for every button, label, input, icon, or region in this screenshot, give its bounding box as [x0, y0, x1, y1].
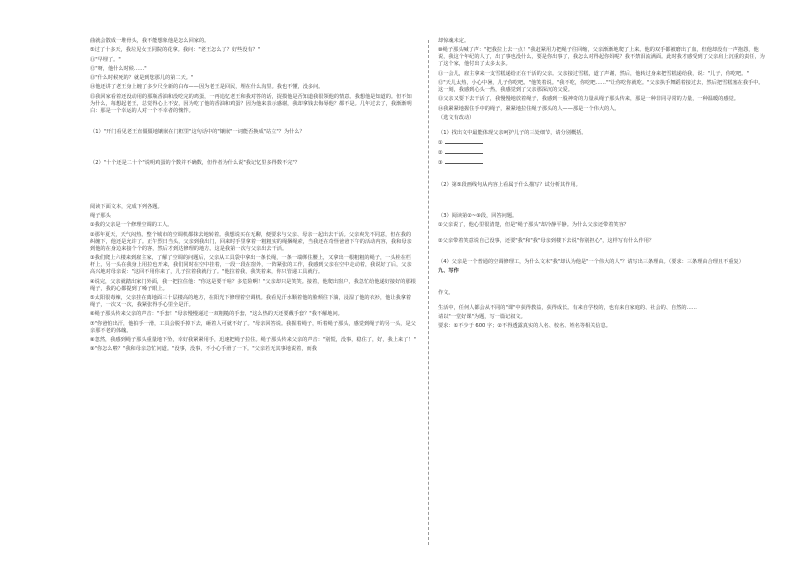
essay-task: 请以"一堂好课"为题，写一篇记叙文。 [438, 314, 526, 321]
paragraph: ⑧忽然，我感到绳子那头重量地下坠，幸好我紧紧用手，迅速把绳子拉住。绳子那头传来父亲的声音："别慌，没事，稳住了，好，我上来了！" [90, 336, 416, 343]
paragraph: ⑫"天儿太热，小心中暑，儿子你吃吧。"他笑着说。"我不吃，你吃吧……""让你吃你就吃。"父亲执手舞蹈着接过去，然后把雪糕塞在我手中。这一刻，我感到心头一热，我感觉到了父亲那深沉的父爱。 [438, 80, 764, 94]
answer-line: ① [438, 140, 766, 147]
paragraph: ⑦"你爸怕出汗，他拍手一滑，工具会脱手掉下去，砸着人可就不好了。"母亲回答说。我握着绳子，听着绳子那头，感觉到绳子的另一头，是父亲那不老的体魄。 [90, 320, 416, 334]
paragraph: ⑥绳子那头传来父亲的声音："手套！"母亲慢慢递过一双粗糙的手套，"这么热的天还要戴手套？"我不解地问。 [90, 311, 343, 318]
paragraph: ⑤太阳很毒辣，父亲挂在离地面三十层楼高的地方，在阳光下修理着空调机。我看见汗水顺着他的脸颊往下淌，浸湿了他的衣衫，他让我拿着绳子，一次又一次，我紧张得手心里全是汗。 [90, 294, 412, 308]
paragraph: ⑩绳子那头喊了声："把我拉上去一点！"我赶紧用力把绳子往回缩，父亲渐渐地爬了上来。他的双手都被磨出了血，但他却没有一声抱怨，他说，我这个年纪的人了，出了事也没什么，要是你出事了，我怎么对得起你妈呢？我不禁泪流满面。此时我才感受到了父亲肩上沉重的责任，为了这个家，他付出了太多太多。 [438, 47, 765, 68]
story-title: 绳子那头 [90, 213, 111, 219]
question: （1）"开门看见老王直僵僵地镶嵌在门框里"这句话中的"镶嵌"一词能否换成"站立"？为什么？ [90, 129, 305, 136]
answer-blank[interactable] [445, 163, 483, 164]
paragraph: ⑬"什么时候死的？就是到您那儿的第二天。" [90, 75, 194, 82]
column-divider [428, 40, 429, 545]
question: ①父亲说了，他心里很清楚，但是"绳子那头"却冷静平静。为什么父亲还带着笑容？ [438, 222, 629, 229]
answer-blank[interactable] [445, 153, 483, 154]
question: （2）第⑤段画线句从内容上看属于什么描写？试分析其作用。 [438, 181, 581, 188]
paragraph: ⑭我紧紧地握住手中的绳子，紧紧地拉住绳子那头的人——那是一个伟大的人。 [438, 105, 620, 112]
essay-prompt: 生活中，任何人都会从不同的"课"中获得教益，获得成长。有来自学校的，也有来自家庭的、社会的、自然的…… [438, 304, 697, 311]
right-column [438, 38, 766, 333]
left-column [90, 38, 416, 355]
question: （2）"十个还是二十个"说明鸡蛋的个数并不确数，但作者为什么说"我记忆里多得数不完"？ [90, 160, 300, 167]
paragraph: ⑪"早埋了。" [90, 56, 121, 63]
paragraph: 却惊魂未定。 [438, 38, 470, 44]
paragraph: ⑤过了十多天，我垃见女王同院的花拿。我问："老王怎么了？好些没有？" [90, 47, 261, 54]
question: （3）阅读第②~⑨段，回答问题。 [438, 213, 518, 220]
answer-line: ② [438, 150, 766, 157]
question: （4）父亲是一个普通的空调修理工，为什么文末"我"却认为他是"一个伟大的人"？请写出三条理由。（要求：三条理由合理且不重复） [438, 258, 744, 265]
read-prompt: 阅读下面文本，完成下列各题。 [90, 203, 163, 210]
answer-blank[interactable] [445, 143, 483, 144]
paragraph: ⑭他还讲了老王身上缠了多少尺全新的白布——因为老王是回民，埋在什么沟里。我也不懂，没多问。 [90, 84, 324, 91]
source-note: （选文有改动） [438, 114, 475, 121]
essay-label: 作文。 [438, 289, 454, 296]
paragraph: ③我们爬上六楼来到雇主家，了解了空调的问题后，父亲从工具袋中拿出一条长绳，一条一端绑住腰上，又拿出一根粗粗的绳子，一头栓在栏杆上，另一头在我身上用拉也开来，我们同时在空中挂着，一段一段在窗外，一阵紧张的工作，我感到父亲在空中走动着，我说好了后，父亲高兴地对母亲说："这回不用你来了，儿子拉着我就行了。"他拉着我，我笑着来，你只管递工具就行。 [90, 255, 412, 276]
question: （1）找出文中最能体现父亲呵护儿子的三处细节，请分别概括。 [438, 130, 587, 137]
paragraph: ⑬父亲又要下去干活了，我慢慢地放着绳子，我感到一股神奇的力量从绳子那头传来，那是一种非同寻常的力量，一种温暖的感觉。 [438, 96, 739, 103]
paragraph: ①我的父亲是一个修理空调的工人。 [90, 222, 173, 229]
answer-line: ③ [438, 160, 766, 167]
paragraph: ⑪一会儿，雇主拿来一支雪糕递给正在干活的父亲。父亲接过雪糕，道了声谢，然后，他转过身来把雪糕递给我，说："儿子，你吃吧。" [438, 70, 749, 77]
paragraph: ⑮我回家看着还没动用的那瓶香油和没吃完的鸡蛋，一再追忆老王和我对答的话，捉摸他是否知道我很领他的情意。我想他是知道的。但不知为什么，每想起老王，总觉得心上不安，因为吃了他的香油和鸡蛋？因为他来表示感谢，我却拿钱去侮辱他？都不是。几年过去了，我渐渐明白：那是一个幸运的人对一个不幸者的愧怍。 [90, 93, 412, 114]
paragraph: ②那年夏天，天气闷热。整个城市的空调机都抹去地转着。我想说买在无聊，便要求与父亲、母亲一起出去干活。父亲爽先不同意，但在我的纠缠下，他还是允许了。正午烈日当头，父亲到我出门，回来时手里拿着一粗粗实的绳捆绳索，当我还在奇怪爸爸下午的活动内容，我和母亲到他的在身边来接个个的客，然后才到达修理的地方。这是我第一次与父亲出去干活。 [90, 231, 412, 252]
paragraph: ④说完，父亲就踏出家门外面，我一把拉住他："你这是要干啥？多危险啊！"父亲却只是笑笑。接着，他爬出窗户，我急忙给他递好接好的那根绳子，我的心都提到了嗓子眼上。 [90, 278, 416, 292]
paragraph: ⑨"你怎么啦？"我和母亲急忙问道。"没事，没事，不小心手滑了一下。"父亲若无其事地说着，而我 [90, 346, 317, 353]
section-heading: 九、写作 [438, 268, 459, 275]
essay-requirements: 要求：①不少于 600 字；②不得透露真实的人名、校名、姓名等相关信息。 [438, 323, 611, 330]
paragraph: 曲就会散成一堆骨头，我不能想象他是怎么回家的。 [90, 38, 210, 44]
question: ②父亲带着笑意说自己没事，还要"我"和"我"母亲到楼下去说"你别担心"，这样写有什么作用？ [438, 237, 655, 244]
paragraph: ⑫"呀，他什么时候……" [90, 65, 147, 72]
